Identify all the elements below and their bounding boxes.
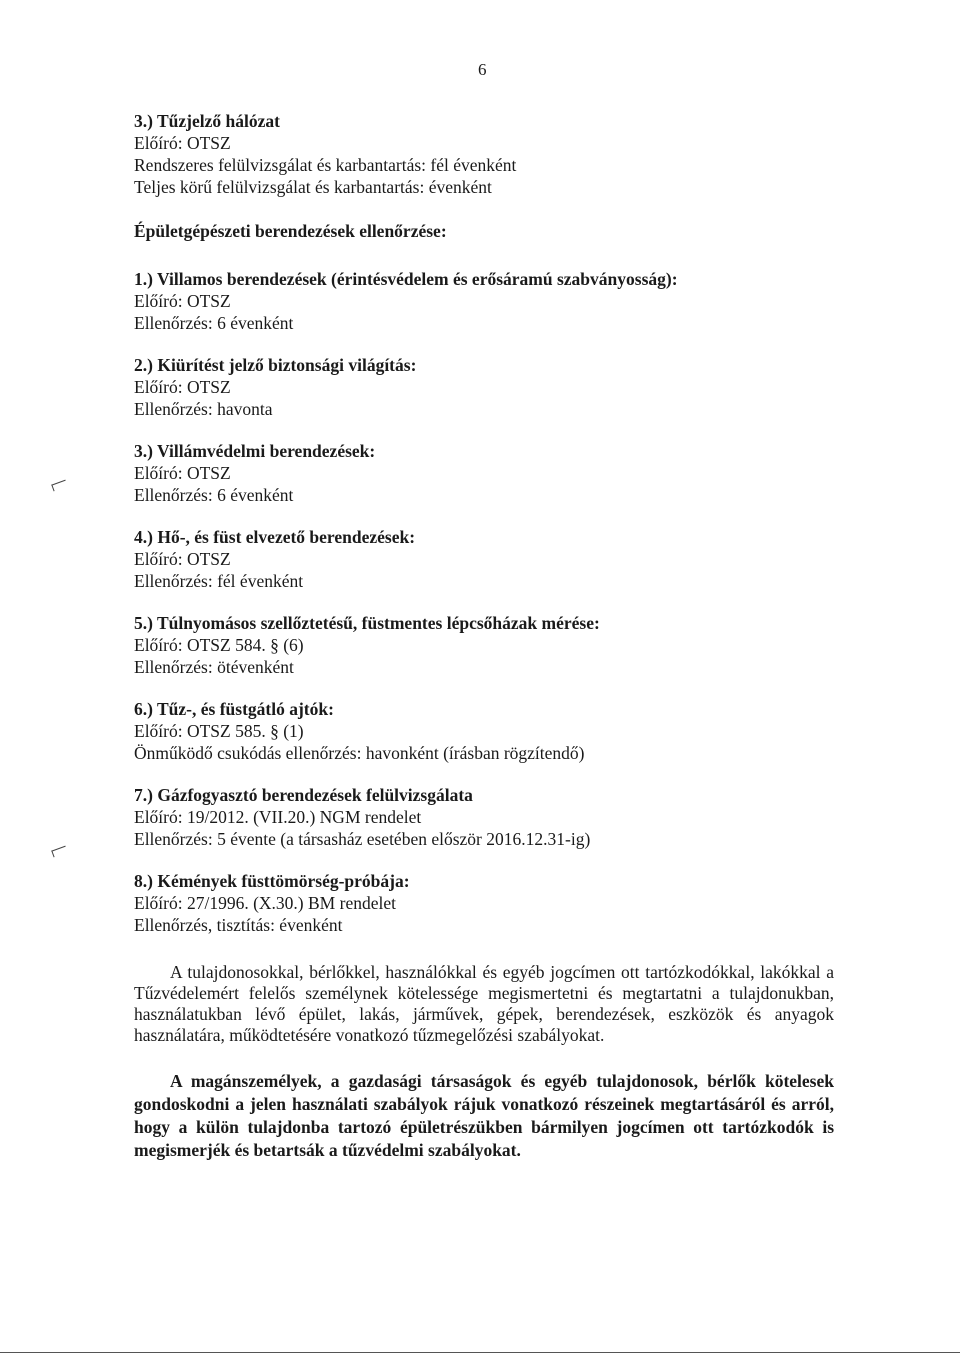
section-item bbox=[134, 784, 834, 850]
section-item bbox=[134, 698, 834, 764]
section-line: Ellenőrzés: 6 évenként bbox=[134, 485, 294, 505]
section-heading: 4.) Hő-, és füst elvezető berendezések: bbox=[134, 527, 416, 547]
section-heading: 1.) Villamos berendezések (érintésvédelem és erősáramú szabványosság): bbox=[134, 269, 678, 289]
bottom-rule bbox=[0, 1352, 960, 1353]
section-heading: 7.) Gázfogyasztó berendezések felülvizsgálata bbox=[134, 785, 473, 805]
section-fire-alarm bbox=[134, 110, 834, 198]
section-line: Önműködő csukódás ellenőrzés: havonként (írásban rögzítendő) bbox=[134, 743, 585, 763]
document-body bbox=[134, 110, 834, 1162]
section-line: Előíró: OTSZ bbox=[134, 291, 231, 311]
margin-mark bbox=[51, 480, 67, 492]
page-number: 6 bbox=[478, 60, 487, 79]
paragraph-owner-obligations: A magánszemélyek, a gazdasági társaságok és egyéb tulajdonosok, bérlők kötelesek gondoskodni a jelen használati szabályok rájuk vonatkozó részeinek megtartásáról és arról, hogy a külön tulajdonba tartozó épületrészükben bármilyen jogcímen ott tartózkodók is megismerjék és betartsák a tűzvédelmi szabályokat. bbox=[134, 1071, 834, 1160]
section-line: Teljes körű felülvizsgálat és karbantartás: évenként bbox=[134, 177, 492, 197]
section-line: Ellenőrzés: 5 évente (a társasház esetében először 2016.12.31-ig) bbox=[134, 829, 591, 849]
section-item bbox=[134, 870, 834, 936]
section-item bbox=[134, 268, 834, 334]
section-heading: 5.) Túlnyomásos szellőztetésű, füstmentes lépcsőházak mérése: bbox=[134, 613, 600, 633]
section-item bbox=[134, 440, 834, 506]
section-item bbox=[134, 526, 834, 592]
section-line: Előíró: OTSZ bbox=[134, 463, 231, 483]
section-line: Előíró: OTSZ 584. § (6) bbox=[134, 635, 304, 655]
margin-mark bbox=[51, 846, 67, 858]
section-heading: 3.) Villámvédelmi berendezések: bbox=[134, 441, 376, 461]
section-line: Előíró: OTSZ 585. § (1) bbox=[134, 721, 304, 741]
section-line: Előíró: OTSZ bbox=[134, 133, 231, 153]
section-line: Előíró: OTSZ bbox=[134, 377, 231, 397]
section-line: Rendszeres felülvizsgálat és karbantartás: fél évenként bbox=[134, 155, 517, 175]
section-line: Ellenőrzés: havonta bbox=[134, 399, 273, 419]
section-heading: 3.) Tűzjelző hálózat bbox=[134, 111, 280, 131]
section-line: Előíró: OTSZ bbox=[134, 549, 231, 569]
section-item bbox=[134, 612, 834, 678]
section-line: Előíró: 19/2012. (VII.20.) NGM rendelet bbox=[134, 807, 422, 827]
section-line: Ellenőrzés, tisztítás: évenként bbox=[134, 915, 343, 935]
section-heading: 2.) Kiürítést jelző biztonsági világítás: bbox=[134, 355, 417, 375]
paragraph-fire-safety-duties: A tulajdonosokkal, bérlőkkel, használókkal és egyéb jogcímen ott tartózkodókkal, lakókkal a Tűzvédelemért felelős személynek kötelessége megismertetni és megtartatni a tulajdonukban, használatukban lévő épület, lakás, járművek, gépek, berendezések, eszközök és anyagok használatára, működtetésére vonatkozó tűzmegelőzési szabályokat. bbox=[134, 962, 834, 1045]
section-item bbox=[134, 354, 834, 420]
group-title: Épületgépészeti berendezések ellenőrzése: bbox=[134, 221, 447, 241]
section-heading: 6.) Tűz-, és füstgátló ajtók: bbox=[134, 699, 334, 719]
section-line: Előíró: 27/1996. (X.30.) BM rendelet bbox=[134, 893, 396, 913]
section-heading: 8.) Kémények füsttömörség-próbája: bbox=[134, 871, 410, 891]
section-line: Ellenőrzés: 6 évenként bbox=[134, 313, 294, 333]
section-line: Ellenőrzés: fél évenként bbox=[134, 571, 304, 591]
section-line: Ellenőrzés: ötévenként bbox=[134, 657, 294, 677]
